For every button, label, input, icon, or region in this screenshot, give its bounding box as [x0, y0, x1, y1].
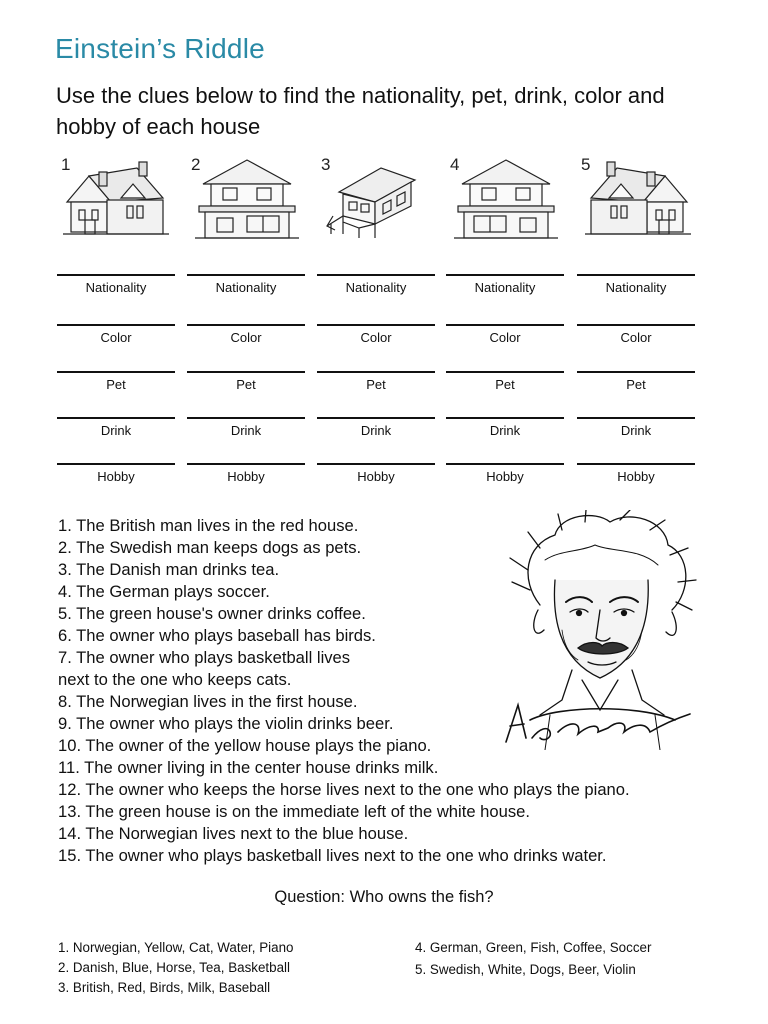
field-label: Drink [620, 423, 652, 438]
field-label: Color [230, 330, 262, 345]
house-5-icon [579, 154, 695, 244]
field-label: Drink [489, 423, 521, 438]
clue-item: 2. The Swedish man keeps dogs as pets. [58, 538, 362, 557]
field-label: Color [100, 330, 132, 345]
clue-item: 11. The owner living in the center house drinks milk. [58, 758, 439, 777]
field-label: Pet [495, 377, 515, 392]
field-label: Hobby [97, 469, 135, 484]
house-column-4 [446, 152, 566, 492]
clue-item: 1. The British man lives in the red house. [58, 516, 359, 535]
clue-item: 4. The German plays soccer. [58, 582, 270, 601]
field-label: Color [489, 330, 521, 345]
clue-item: 7. The owner who plays basketball lives [58, 648, 351, 667]
hobby-field[interactable] [317, 463, 435, 493]
drink-field[interactable] [577, 417, 695, 447]
house-number: 2 [191, 155, 201, 174]
drink-field[interactable] [57, 417, 175, 447]
house-number: 5 [581, 155, 591, 174]
house-1-icon [59, 154, 175, 244]
answer-item: 5. Swedish, White, Dogs, Beer, Violin [415, 962, 636, 977]
color-field[interactable] [317, 324, 435, 354]
field-label: Nationality [605, 280, 667, 295]
pet-field[interactable] [577, 371, 695, 401]
answer-item: 1. Norwegian, Yellow, Cat, Water, Piano [58, 940, 294, 955]
house-column-2 [187, 152, 307, 492]
house-number: 3 [321, 155, 331, 174]
field-label: Hobby [617, 469, 655, 484]
clue-item: 15. The owner who plays basketball lives next to the one who drinks water. [58, 846, 607, 865]
field-label: Pet [236, 377, 256, 392]
hobby-field[interactable] [446, 463, 564, 493]
clue-item: 5. The green house's owner drinks coffee. [58, 604, 366, 623]
color-field[interactable] [577, 324, 695, 354]
house-number: 1 [61, 155, 71, 174]
field-label: Drink [230, 423, 262, 438]
nationality-field[interactable] [446, 274, 564, 304]
house-number: 4 [450, 155, 460, 174]
clue-item: 9. The owner who plays the violin drinks beer. [58, 714, 394, 733]
nationality-field[interactable] [187, 274, 305, 304]
answer-item: 4. German, Green, Fish, Coffee, Soccer [415, 940, 652, 955]
field-label: Hobby [486, 469, 524, 484]
field-label: Nationality [85, 280, 147, 295]
house-column-5 [577, 152, 697, 492]
clues-list [58, 515, 748, 867]
answer-item: 2. Danish, Blue, Horse, Tea, Basketball [58, 960, 290, 975]
pet-field[interactable] [446, 371, 564, 401]
house-column-1 [57, 152, 177, 492]
color-field[interactable] [57, 324, 175, 354]
clue-item: 8. The Norwegian lives in the first house. [58, 692, 358, 711]
house-3-icon [319, 154, 435, 244]
field-label: Pet [366, 377, 386, 392]
answers-left [58, 938, 293, 998]
field-label: Color [360, 330, 392, 345]
nationality-field[interactable] [317, 274, 435, 304]
drink-field[interactable] [446, 417, 564, 447]
house-column-3 [317, 152, 437, 492]
nationality-field[interactable] [57, 274, 175, 304]
field-label: Drink [100, 423, 132, 438]
pet-field[interactable] [187, 371, 305, 401]
field-label: Drink [360, 423, 392, 438]
field-label: Nationality [345, 280, 407, 295]
hobby-field[interactable] [577, 463, 695, 493]
hobby-field[interactable] [187, 463, 305, 493]
field-label: Pet [106, 377, 126, 392]
page-title: Einstein’s Riddle [55, 33, 265, 64]
field-label: Color [620, 330, 652, 345]
color-field[interactable] [446, 324, 564, 354]
house-2-icon [189, 154, 305, 244]
house-4-icon [448, 154, 564, 244]
answers-right [415, 938, 651, 980]
clue-item: 6. The owner who plays baseball has birds. [58, 626, 376, 645]
color-field[interactable] [187, 324, 305, 354]
field-label: Nationality [474, 280, 536, 295]
clue-item: 12. The owner who keeps the horse lives next to the one who plays the piano. [58, 780, 630, 799]
pet-field[interactable] [57, 371, 175, 401]
question-text: Question: Who owns the fish? [274, 888, 494, 906]
answer-item: 3. British, Red, Birds, Milk, Baseball [58, 980, 271, 995]
drink-field[interactable] [187, 417, 305, 447]
field-label: Pet [626, 377, 646, 392]
instructions: Use the clues below to find the nationality, pet, drink, color and hobby of each house [56, 83, 665, 139]
field-label: Hobby [227, 469, 265, 484]
clue-item: 14. The Norwegian lives next to the blue house. [58, 824, 409, 843]
field-label: Nationality [215, 280, 277, 295]
pet-field[interactable] [317, 371, 435, 401]
nationality-field[interactable] [577, 274, 695, 304]
hobby-field[interactable] [57, 463, 175, 493]
clue-item: 10. The owner of the yellow house plays the piano. [58, 736, 432, 755]
clue-item: next to the one who keeps cats. [58, 670, 292, 689]
drink-field[interactable] [317, 417, 435, 447]
clue-item: 13. The green house is on the immediate left of the white house. [58, 802, 530, 821]
field-label: Hobby [357, 469, 395, 484]
clue-item: 3. The Danish man drinks tea. [58, 560, 280, 579]
